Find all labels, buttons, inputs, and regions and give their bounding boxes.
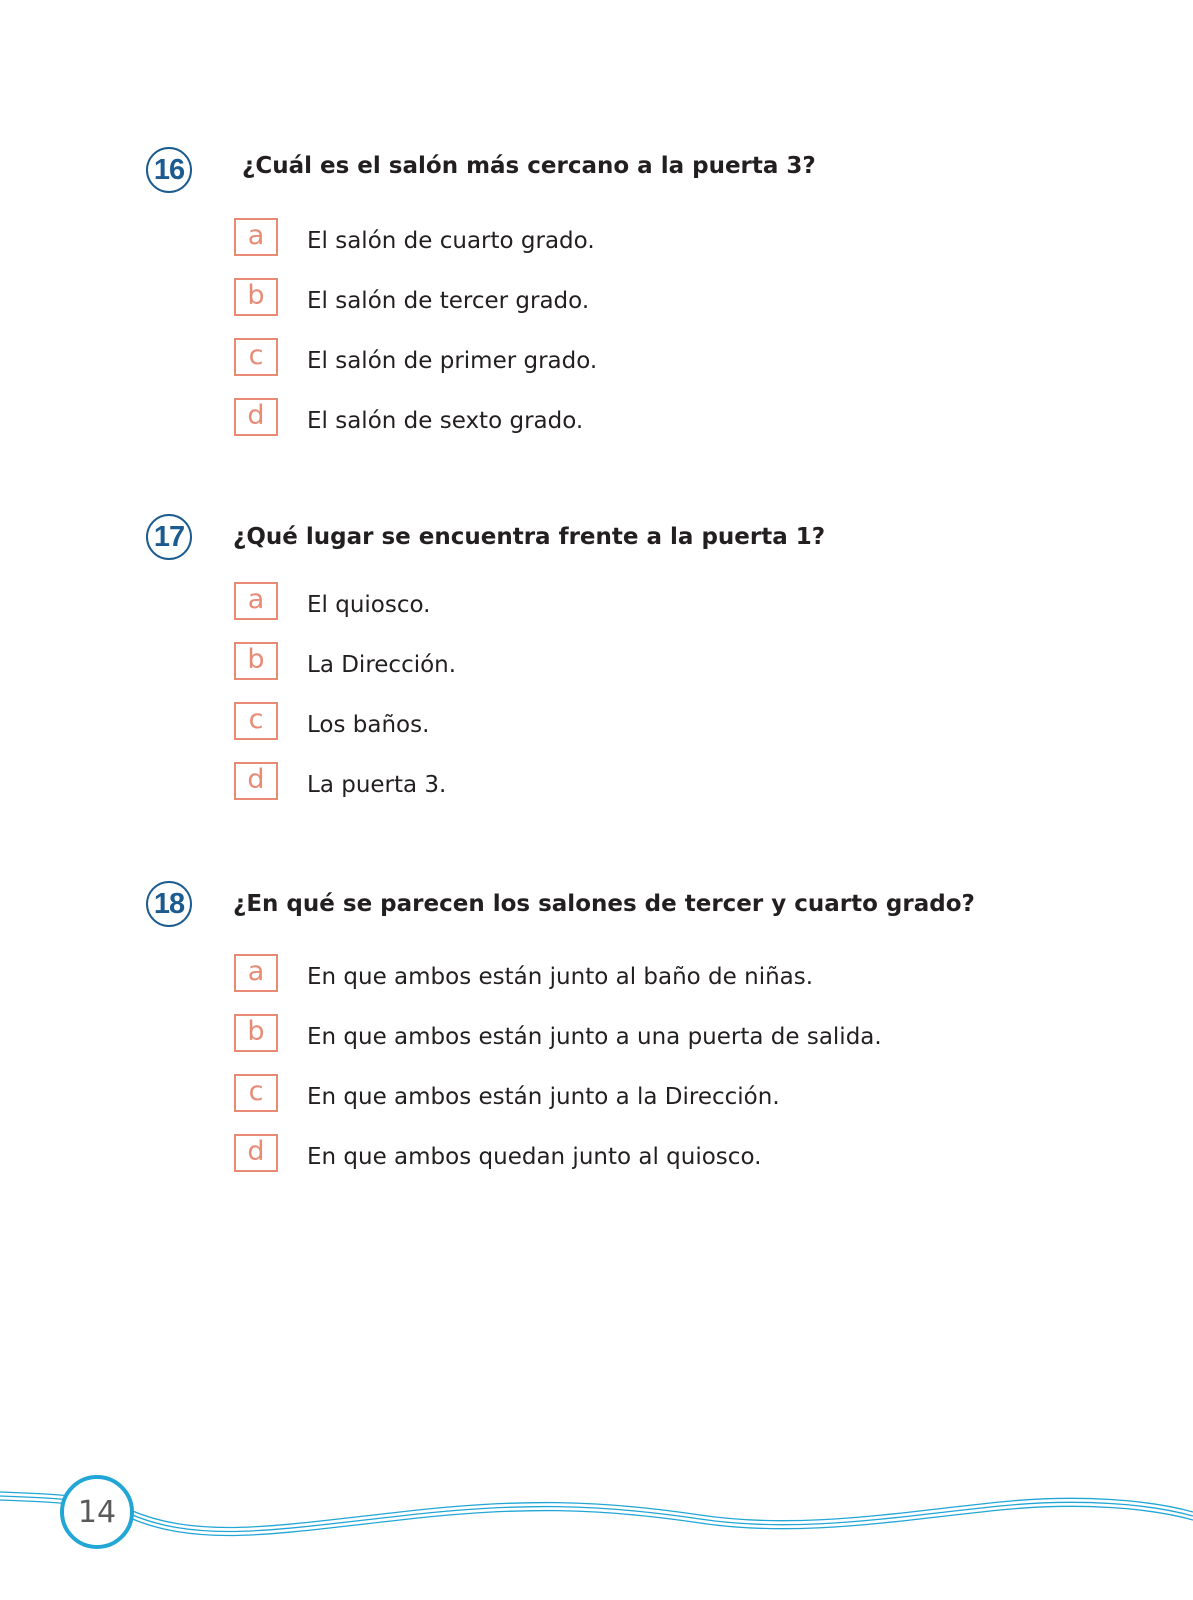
option-a-text[interactable]: El salón de cuarto grado. bbox=[307, 228, 595, 254]
question-number-badge: 16 bbox=[146, 147, 192, 193]
option-a-box[interactable]: a bbox=[234, 218, 278, 256]
option-a-box[interactable]: a bbox=[234, 582, 278, 620]
option-a-box[interactable]: a bbox=[234, 954, 278, 992]
option-b-text[interactable]: La Dirección. bbox=[307, 652, 457, 678]
option-c-text[interactable]: Los baños. bbox=[307, 712, 430, 738]
option-c-box[interactable]: c bbox=[234, 338, 278, 376]
option-c-box[interactable]: c bbox=[234, 702, 278, 740]
question-text: ¿En qué se parecen los salones de tercer y cuarto grado? bbox=[233, 891, 975, 917]
option-c-text[interactable]: En que ambos están junto a la Dirección. bbox=[307, 1084, 780, 1110]
option-b-box[interactable]: b bbox=[234, 1014, 278, 1052]
option-d-box[interactable]: d bbox=[234, 398, 278, 436]
option-a-text[interactable]: En que ambos están junto al baño de niñas. bbox=[307, 964, 814, 990]
option-d-text[interactable]: La puerta 3. bbox=[307, 772, 447, 798]
option-b-box[interactable]: b bbox=[234, 642, 278, 680]
option-c-text[interactable]: El salón de primer grado. bbox=[307, 348, 598, 374]
option-b-box[interactable]: b bbox=[234, 278, 278, 316]
question-number-badge: 18 bbox=[146, 881, 192, 927]
option-d-text[interactable]: El salón de sexto grado. bbox=[307, 408, 584, 434]
option-d-box[interactable]: d bbox=[234, 762, 278, 800]
option-b-text[interactable]: En que ambos están junto a una puerta de salida. bbox=[307, 1024, 882, 1050]
option-d-text[interactable]: En que ambos quedan junto al quiosco. bbox=[307, 1144, 762, 1170]
page-number: 14 bbox=[60, 1475, 134, 1549]
option-b-text[interactable]: El salón de tercer grado. bbox=[307, 288, 590, 314]
footer-wave-decoration bbox=[0, 1480, 1193, 1580]
option-c-box[interactable]: c bbox=[234, 1074, 278, 1112]
question-number-badge: 17 bbox=[146, 514, 192, 560]
option-a-text[interactable]: El quiosco. bbox=[307, 592, 431, 618]
question-text: ¿Qué lugar se encuentra frente a la puerta 1? bbox=[233, 524, 826, 550]
question-text: ¿Cuál es el salón más cercano a la puerta 3? bbox=[242, 153, 816, 179]
option-d-box[interactable]: d bbox=[234, 1134, 278, 1172]
